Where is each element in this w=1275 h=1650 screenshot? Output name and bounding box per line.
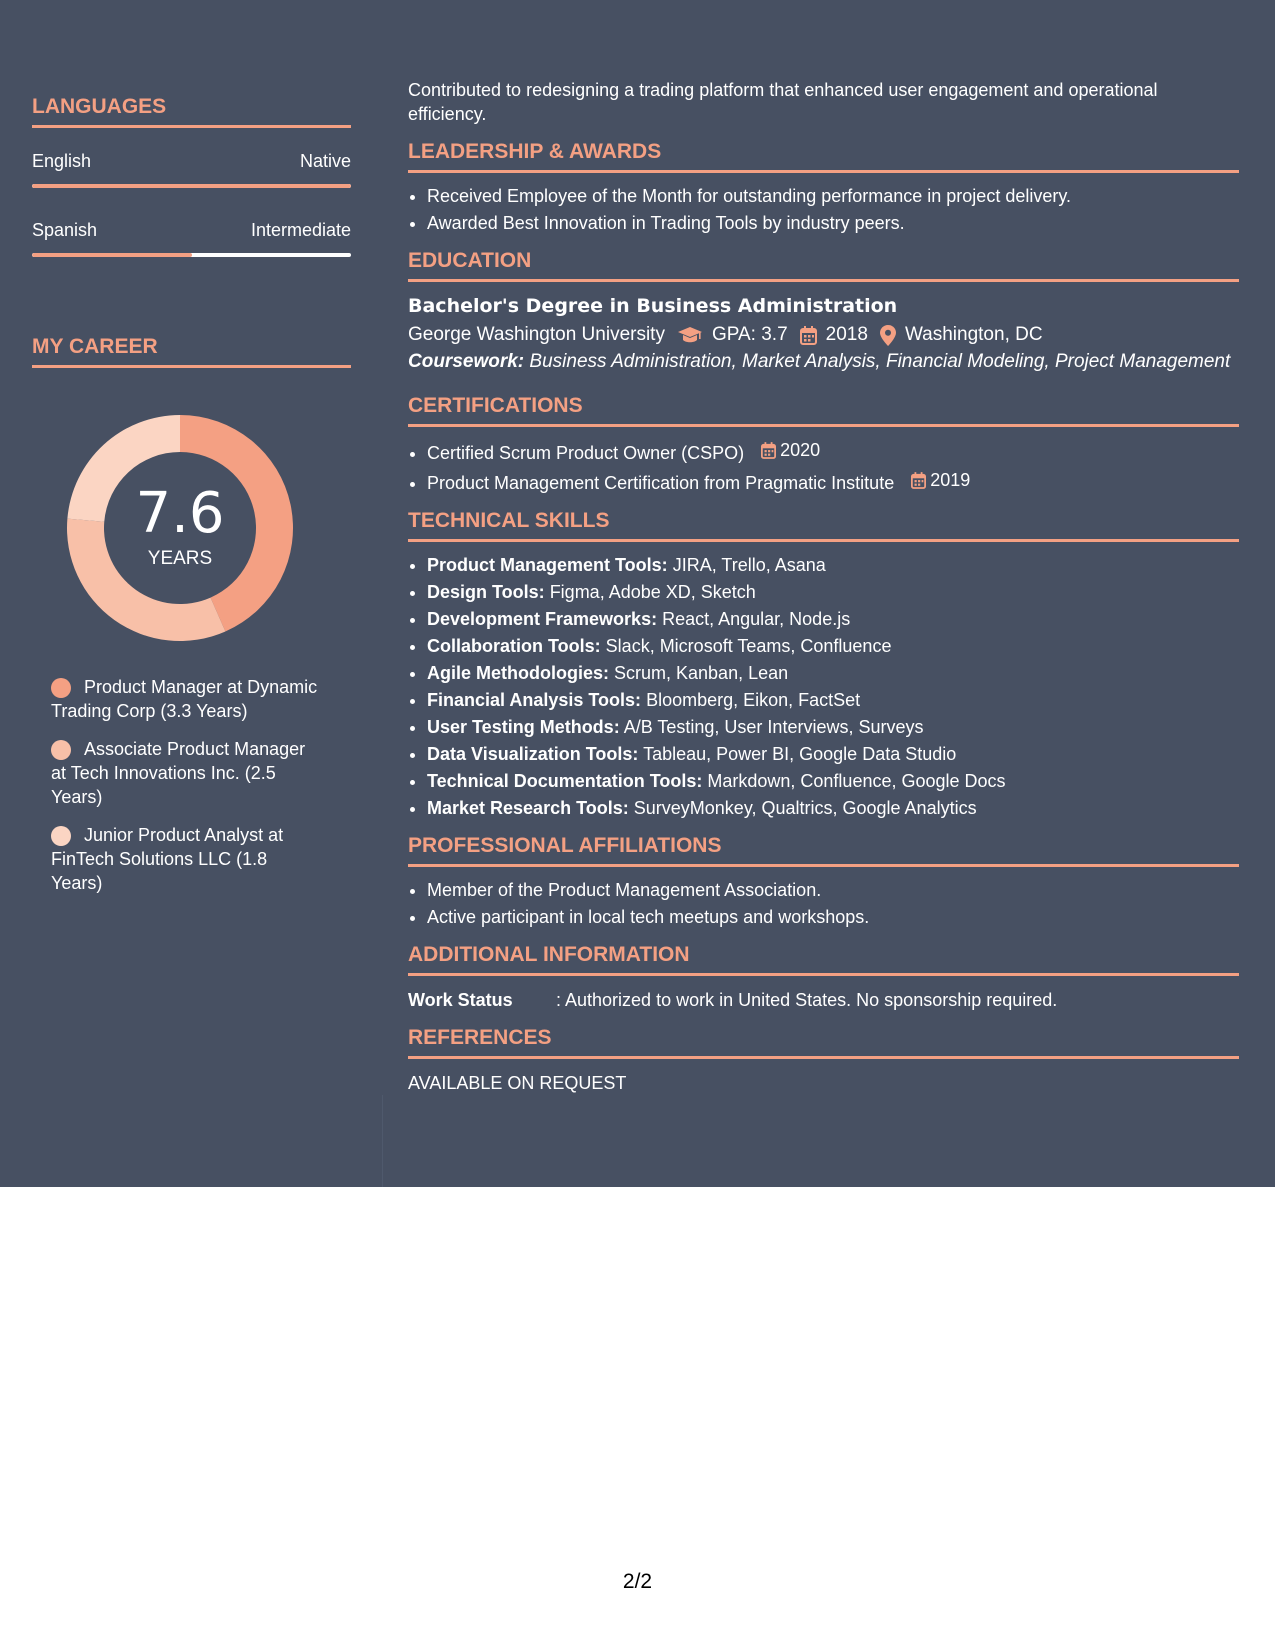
technical-skills-list bbox=[408, 552, 1239, 822]
career-total-unit: YEARS bbox=[147, 548, 213, 569]
additional-info-heading: ADDITIONAL INFORMATION bbox=[408, 943, 1239, 976]
location-pin-icon bbox=[880, 325, 896, 346]
language-proficiency-bar bbox=[32, 253, 351, 257]
skill-value: Figma, Adobe XD, Sketch bbox=[549, 582, 756, 602]
skill-value: SurveyMonkey, Qualtrics, Google Analytics bbox=[633, 798, 977, 818]
skill-value: Bloomberg, Eikon, FactSet bbox=[646, 690, 861, 710]
certification-item bbox=[427, 437, 1239, 467]
skill-label: Development Frameworks: bbox=[427, 609, 658, 629]
certifications-heading: CERTIFICATIONS bbox=[408, 394, 1239, 427]
skill-value: JIRA, Trello, Asana bbox=[672, 555, 826, 575]
career-heading: MY CAREER bbox=[32, 335, 351, 368]
skill-item bbox=[427, 660, 1239, 687]
skill-item bbox=[427, 687, 1239, 714]
main-content bbox=[408, 78, 1239, 1109]
career-legend-label: Associate Product Manager at Tech Innovations Inc. (2.5 Years) bbox=[51, 739, 306, 807]
affiliations-section bbox=[408, 834, 1239, 931]
education-details bbox=[408, 320, 1239, 350]
list-item: • Member of the Product Management Association. bbox=[427, 877, 1239, 904]
certification-year: 2019 bbox=[930, 470, 971, 490]
calendar-icon bbox=[800, 326, 817, 345]
language-level: Intermediate bbox=[250, 220, 351, 240]
column-divider bbox=[382, 1095, 383, 1187]
skill-item bbox=[427, 633, 1239, 660]
skill-item bbox=[427, 741, 1239, 768]
coursework bbox=[408, 350, 1239, 374]
leadership-list bbox=[408, 183, 1239, 237]
skill-value: Scrum, Kanban, Lean bbox=[614, 663, 789, 683]
calendar-icon bbox=[761, 442, 776, 459]
references-heading: REFERENCES bbox=[408, 1026, 1239, 1059]
skill-item bbox=[427, 552, 1239, 579]
language-name: Spanish bbox=[32, 220, 98, 240]
references-section bbox=[408, 1026, 1239, 1097]
legend-dot-icon bbox=[51, 678, 71, 698]
education-section bbox=[408, 249, 1239, 374]
certification-name: Product Management Certification from Pragmatic Institute bbox=[427, 473, 895, 493]
language-proficiency-fill bbox=[32, 184, 351, 188]
certifications-section bbox=[408, 394, 1239, 497]
technical-skills-section bbox=[408, 509, 1239, 822]
skill-label: Agile Methodologies: bbox=[427, 663, 609, 683]
coursework-list: Business Administration, Market Analysis, Financial Modeling, Project Management bbox=[529, 351, 1231, 372]
education-heading: EDUCATION bbox=[408, 249, 1239, 282]
skill-item bbox=[427, 714, 1239, 741]
references-text: AVAILABLE ON REQUEST bbox=[408, 1073, 627, 1093]
experience-description: Contributed to redesigning a trading platform that enhanced user engagement and operational efficiency. bbox=[408, 80, 1158, 124]
skill-value: A/B Testing, User Interviews, Surveys bbox=[623, 717, 924, 737]
certification-year: 2020 bbox=[780, 440, 821, 460]
certification-name: Certified Scrum Product Owner (CSPO) bbox=[427, 443, 745, 463]
skill-value: Tableau, Power BI, Google Data Studio bbox=[643, 744, 957, 764]
certification-date bbox=[911, 467, 970, 494]
languages-heading: LANGUAGES bbox=[32, 95, 351, 128]
skill-label: Collaboration Tools: bbox=[427, 636, 601, 656]
calendar-icon bbox=[911, 472, 926, 489]
language-name: English bbox=[32, 151, 92, 171]
language-proficiency-fill bbox=[32, 253, 192, 257]
skill-item bbox=[427, 768, 1239, 795]
work-status-row bbox=[408, 986, 1239, 1014]
school-name: George Washington University bbox=[408, 324, 665, 345]
degree-title: Bachelor's Degree in Business Administration bbox=[408, 295, 898, 317]
skill-label: Technical Documentation Tools: bbox=[427, 771, 703, 791]
certifications-list bbox=[408, 437, 1239, 497]
skill-label: Market Research Tools: bbox=[427, 798, 629, 818]
coursework-label: Coursework: bbox=[408, 351, 525, 372]
skill-label: User Testing Methods: bbox=[427, 717, 620, 737]
leadership-heading: LEADERSHIP & AWARDS bbox=[408, 140, 1239, 173]
skill-item bbox=[427, 795, 1239, 822]
career-legend-item bbox=[51, 737, 321, 809]
language-level: Native bbox=[299, 151, 351, 171]
certification-date bbox=[761, 437, 820, 464]
leadership-section bbox=[408, 140, 1239, 237]
affiliations-list bbox=[408, 877, 1239, 931]
page-number: 2/2 bbox=[622, 1570, 653, 1593]
career-legend-item bbox=[51, 675, 321, 723]
work-status-value: : Authorized to work in United States. No sponsorship required. bbox=[556, 990, 1058, 1010]
skill-value: React, Angular, Node.js bbox=[662, 609, 851, 629]
additional-info-section bbox=[408, 943, 1239, 1014]
list-item: • Received Employee of the Month for outstanding performance in project delivery. bbox=[427, 183, 1239, 210]
skill-label: Data Visualization Tools: bbox=[427, 744, 639, 764]
list-item: • Active participant in local tech meetups and workshops. bbox=[427, 904, 1239, 931]
skill-item bbox=[427, 606, 1239, 633]
list-item: • Awarded Best Innovation in Trading Tools by industry peers. bbox=[427, 210, 1239, 237]
gpa: GPA: 3.7 bbox=[711, 324, 788, 345]
graduation-cap-icon bbox=[677, 326, 703, 344]
skill-item bbox=[427, 579, 1239, 606]
skill-label: Design Tools: bbox=[427, 582, 545, 602]
career-legend-item bbox=[51, 823, 321, 895]
technical-skills-heading: TECHNICAL SKILLS bbox=[408, 509, 1239, 542]
skill-value: Markdown, Confluence, Google Docs bbox=[707, 771, 1006, 791]
graduation-year: 2018 bbox=[825, 324, 868, 345]
school-location: Washington, DC bbox=[904, 324, 1043, 345]
skill-value: Slack, Microsoft Teams, Confluence bbox=[605, 636, 892, 656]
career-legend bbox=[51, 675, 321, 909]
affiliations-heading: PROFESSIONAL AFFILIATIONS bbox=[408, 834, 1239, 867]
work-status-label: Work Status bbox=[408, 990, 513, 1010]
career-total-years: 7.6 bbox=[135, 481, 225, 546]
career-legend-label: Junior Product Analyst at FinTech Solutions LLC (1.8 Years) bbox=[51, 825, 284, 893]
certification-item bbox=[427, 467, 1239, 497]
legend-dot-icon bbox=[51, 740, 71, 760]
legend-dot-icon bbox=[51, 826, 71, 846]
career-legend-label: Product Manager at Dynamic Trading Corp (3.3 Years) bbox=[51, 677, 318, 721]
language-proficiency-bar bbox=[32, 184, 351, 188]
skill-label: Financial Analysis Tools: bbox=[427, 690, 642, 710]
skill-label: Product Management Tools: bbox=[427, 555, 668, 575]
